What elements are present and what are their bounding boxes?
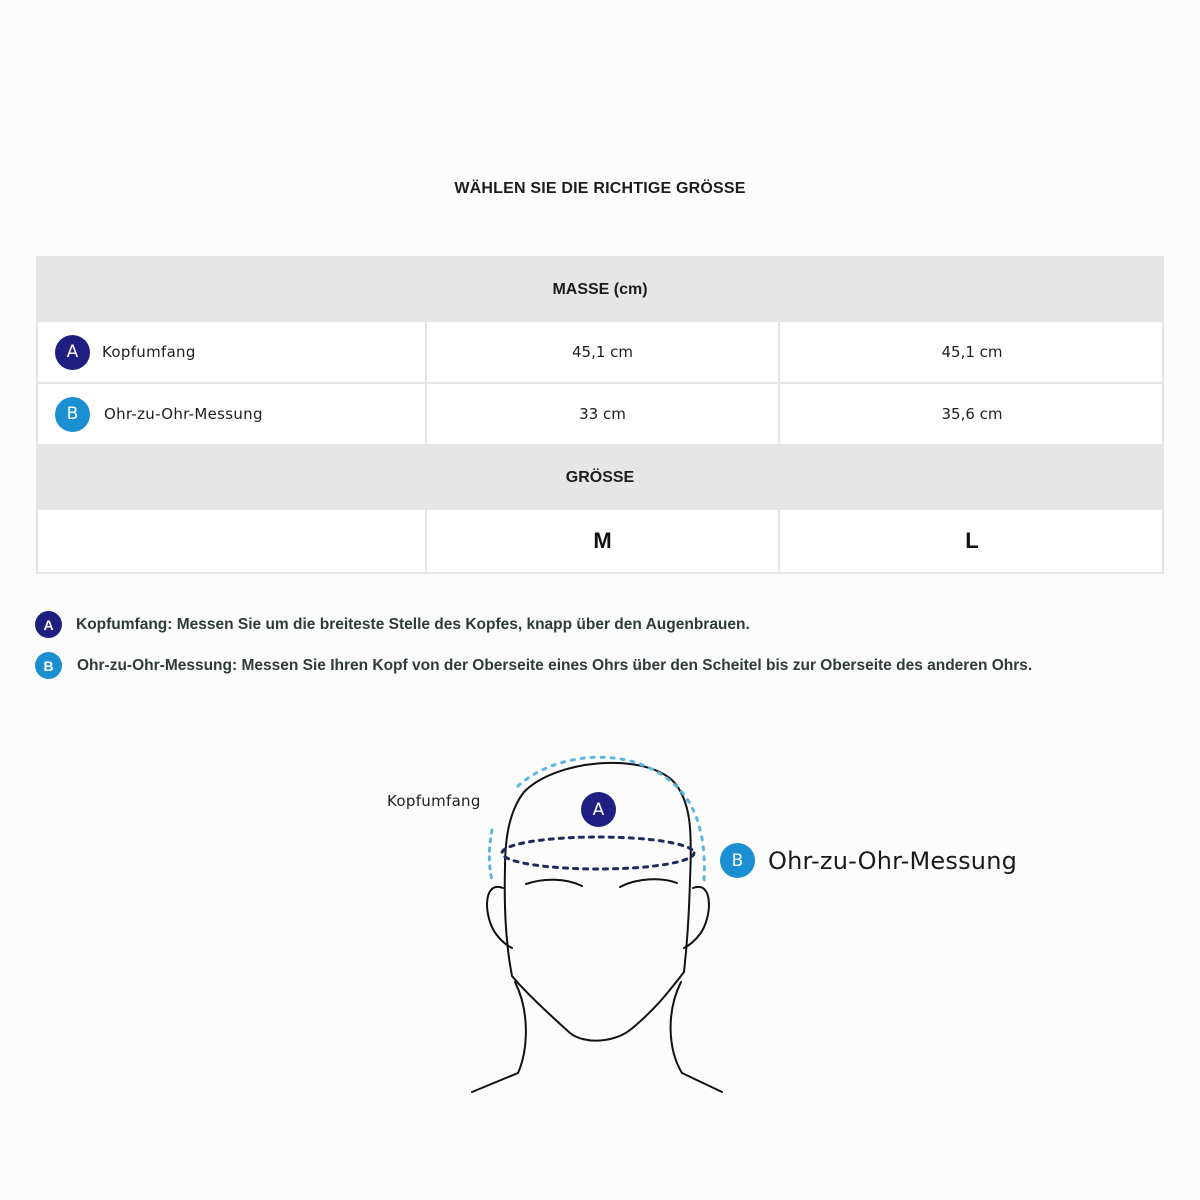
- diagram-label-b-text: Ohr-zu-Ohr-Messung: [768, 846, 1018, 875]
- diagram-label-kopfumfang: Kopfumfang: [387, 792, 481, 810]
- size-l-value: 45,1 cm: [941, 343, 1003, 361]
- size-m-value: 45,1 cm: [571, 343, 634, 361]
- ear-to-ear-left-tail: [489, 830, 492, 880]
- neck-right: [671, 982, 722, 1092]
- neck-left: [472, 982, 526, 1092]
- note-text: Kopfumfang: Messen Sie um die breiteste Stelle des Kopfes, knapp über den Augenbrauen.: [76, 615, 750, 633]
- row-label: Kopfumfang: [102, 343, 196, 361]
- size-m-value: 33 cm: [579, 405, 626, 423]
- page-title: WÄHLEN SIE DIE RICHTIGE GRÖSSE: [454, 180, 746, 197]
- diagram-label-ohr-zu-ohr: [720, 843, 1017, 878]
- badge-a-icon: A: [35, 611, 62, 638]
- size-m-label: M: [593, 528, 612, 553]
- badge-a-icon: A: [55, 335, 90, 370]
- diagram-badge-a-icon: A: [581, 792, 616, 827]
- diagram-badge-b-icon: B: [720, 843, 755, 878]
- size-l-value: 35,6 cm: [941, 405, 1003, 423]
- row-label: Ohr-zu-Ohr-Messung: [104, 405, 263, 423]
- right-eyebrow: [620, 879, 677, 887]
- size-header-label: GRÖSSE: [565, 469, 635, 486]
- badge-b-icon: B: [35, 652, 62, 679]
- size-l-label: L: [965, 528, 979, 553]
- circumference-measure-line: [502, 837, 694, 869]
- note-text: Ohr-zu-Ohr-Messung: Messen Sie Ihren Kopf von der Oberseite eines Ohrs über den Scheitel bis zur Oberseite des anderen Ohrs.: [77, 656, 1033, 674]
- left-ear: [487, 887, 512, 948]
- badge-b-icon: B: [55, 397, 90, 432]
- left-eyebrow: [526, 880, 582, 886]
- measurements-header-label: MASSE (cm): [552, 281, 648, 298]
